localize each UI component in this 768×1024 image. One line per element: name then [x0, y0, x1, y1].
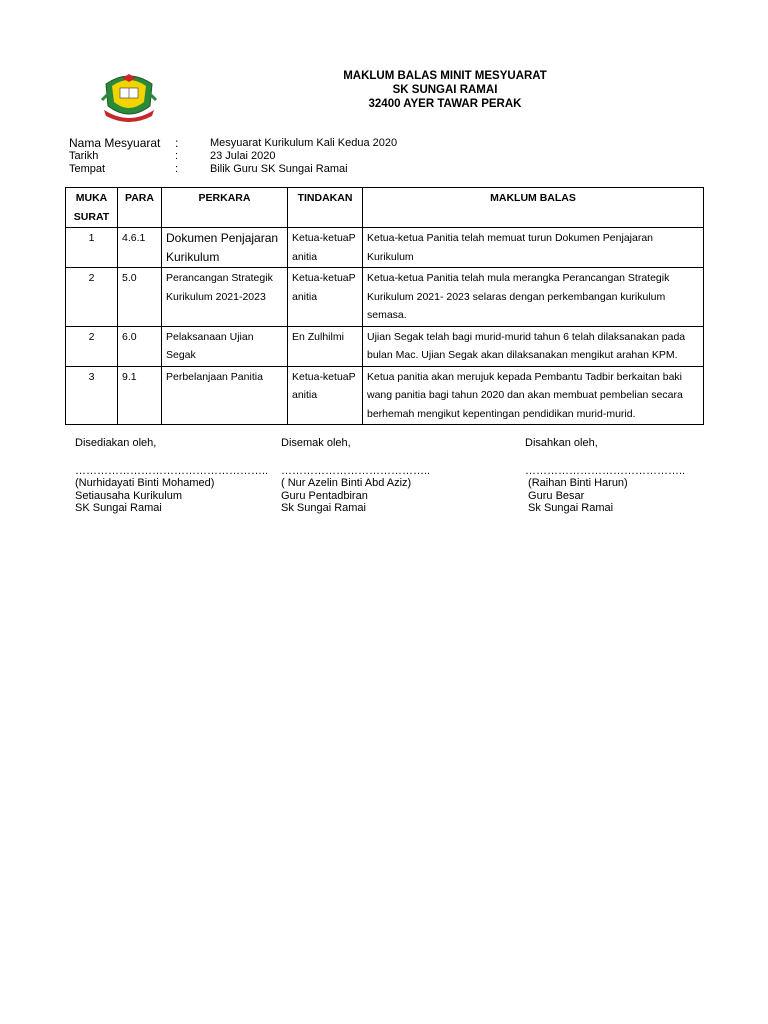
signature-block-approved [525, 437, 685, 515]
cell-maklum-balas: Ujian Segak telah bagi murid-murid tahun 6 telah dilaksanakan pada bulan Mac. Ujian Segak akan dilaksanakan mengikut arahan KPM. [363, 326, 704, 366]
meeting-meta [69, 136, 397, 176]
signature-name: (Raihan Binti Harun) [525, 477, 628, 489]
header-maklum-balas: MAKLUM BALAS [363, 188, 704, 228]
meta-label: Tarikh [69, 150, 99, 162]
cell-perkara: Dokumen Penjajaran Kurikulum [162, 228, 288, 268]
school-crest-logo [100, 70, 158, 124]
tindakan-text: Ketua-ketuaPanitia [292, 232, 356, 263]
meta-row-tempat [69, 163, 397, 176]
signature-line: …………………………………………….. [75, 464, 269, 477]
cell-maklum-balas: Ketua-ketua Panitia telah mula merangka Perancangan Strategik Kurikulum 2021- 2023 selaras dengan perkembangan kurikulum semasa. [363, 268, 704, 327]
signature-name: (Nurhidayati Binti Mohamed) [75, 477, 215, 489]
signature-role: Setiausaha Kurikulum [75, 489, 183, 502]
meta-value: 23 Julai 2020 [210, 150, 276, 162]
table-row [66, 268, 704, 327]
cell-perkara: Perancangan Strategik Kurikulum 2021-2023 [162, 268, 288, 327]
cell-maklum-balas: Ketua panitia akan merujuk kepada Pembantu Tadbir berkaitan baki wang panitia bagi tahun 2020 dan akan membuat pembelian secara berhemah mengikut kepentingan pendidikan murid-murid. [363, 366, 704, 425]
signature-by: Disahkan oleh, [525, 437, 598, 449]
signature-role: Guru Pentadbiran [281, 489, 368, 502]
meta-row-nama [69, 136, 397, 150]
cell-muka-surat: 3 [66, 366, 118, 425]
signature-by: Disediakan oleh, [75, 437, 157, 449]
tindakan-text: Ketua-ketuaPanitia [292, 272, 356, 303]
minutes-table [65, 187, 704, 425]
table-row [66, 366, 704, 425]
header-tindakan: TINDAKAN [288, 188, 363, 228]
cell-muka-surat: 2 [66, 326, 118, 366]
signature-line: ………………………………….. [281, 464, 431, 477]
meta-colon: : [175, 163, 179, 175]
cell-tindakan [288, 268, 363, 327]
meta-value: Mesyuarat Kurikulum Kali Kedua 2020 [210, 137, 398, 149]
header-para: PARA [118, 188, 162, 228]
header-perkara: PERKARA [162, 188, 288, 228]
title-line-3: 32400 AYER TAWAR PERAK [368, 98, 522, 110]
meta-colon: : [175, 150, 179, 162]
signature-name: ( Nur Azelin Binti Abd Aziz) [281, 477, 412, 489]
signature-line: …………………………………….. [525, 464, 686, 477]
cell-tindakan [288, 228, 363, 268]
tindakan-text: Ketua-ketuaPanitia [292, 370, 356, 401]
meta-label: Nama Mesyuarat [69, 136, 161, 150]
cell-muka-surat: 2 [66, 268, 118, 327]
table-row [66, 228, 704, 268]
meta-value: Bilik Guru SK Sungai Ramai [210, 163, 348, 175]
title-line-1: MAKLUM BALAS MINIT MESYUARAT [343, 70, 547, 82]
table-header-row [66, 188, 704, 228]
header-muka-surat: MUKA SURAT [66, 188, 118, 228]
cell-perkara: Perbelanjaan Panitia [162, 366, 288, 425]
signature-block-reviewed [281, 437, 430, 515]
cell-para: 9.1 [118, 366, 162, 425]
cell-maklum-balas: Ketua-ketua Panitia telah memuat turun Dokumen Penjajaran Kurikulum [363, 228, 704, 268]
cell-para: 5.0 [118, 268, 162, 327]
meta-colon: : [175, 136, 179, 150]
signature-org: Sk Sungai Ramai [525, 502, 614, 514]
cell-muka-surat: 1 [66, 228, 118, 268]
meta-row-tarikh [69, 150, 397, 163]
signature-block-prepared [75, 437, 268, 515]
cell-perkara: Pelaksanaan Ujian Segak [162, 326, 288, 366]
cell-tindakan [288, 366, 363, 425]
meta-label: Tempat [69, 163, 106, 175]
cell-para: 4.6.1 [118, 228, 162, 268]
signature-org: Sk Sungai Ramai [281, 502, 366, 514]
signature-role: Guru Besar [525, 489, 585, 502]
cell-para: 6.0 [118, 326, 162, 366]
cell-tindakan: En Zulhilmi [288, 326, 363, 366]
title-line-2: SK SUNGAI RAMAI [392, 84, 498, 96]
signature-by: Disemak oleh, [281, 437, 351, 449]
document-title [230, 69, 660, 111]
table-row [66, 326, 704, 366]
signature-org: SK Sungai Ramai [75, 502, 162, 514]
